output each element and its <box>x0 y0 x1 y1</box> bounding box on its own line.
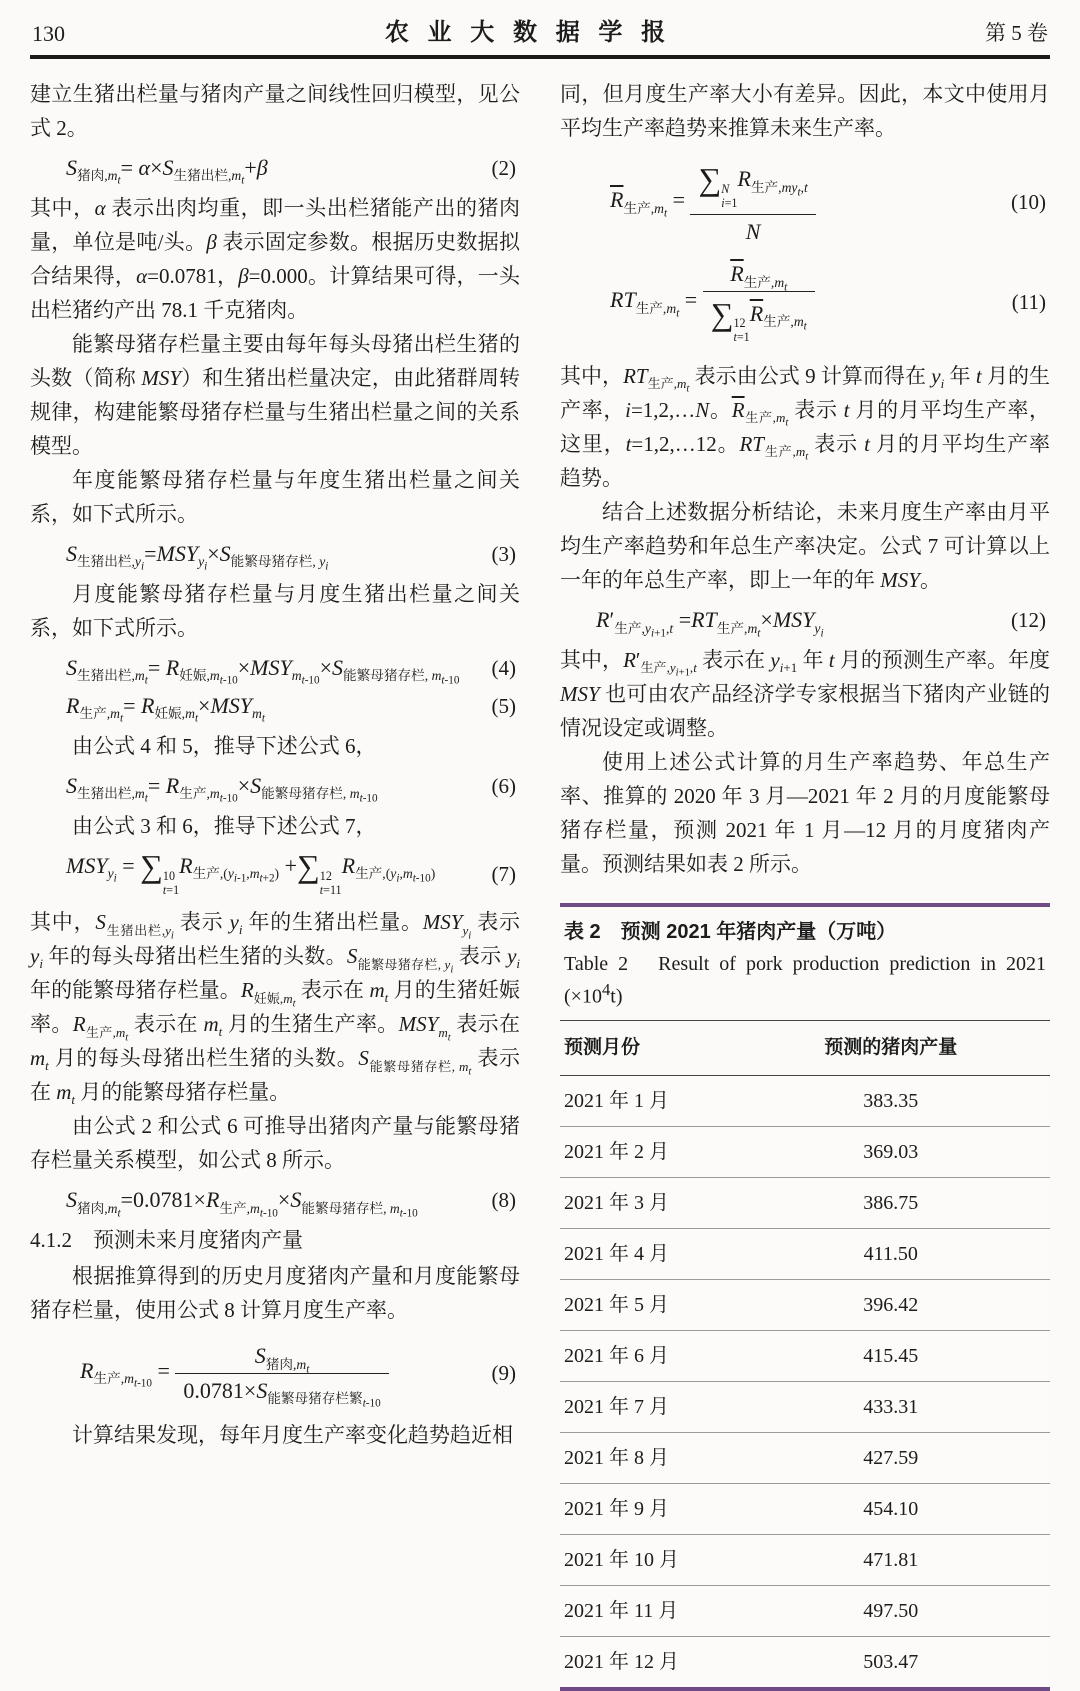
formula-6-body: $S_{生猪出栏,m_t}= R_{生产,m_{t-10}}\times S_{能繁母猪存栏, m_{t-10}}$ <box>66 773 378 806</box>
table-row <box>560 1432 1050 1483</box>
two-column-body <box>30 77 1050 1691</box>
formula-3-body: $S_{生猪出栏,y_i}=MSY_{y_i}\times S_{能繁母猪存栏, y_i}$ <box>66 541 329 574</box>
month-cell: 2021 年 8 月 <box>560 1432 732 1483</box>
value-cell: 415.45 <box>732 1330 1051 1381</box>
volume-label: 第 5 卷 <box>984 21 1048 45</box>
left-column <box>30 77 520 1691</box>
running-head <box>30 8 1050 59</box>
table-row <box>560 1636 1050 1687</box>
paragraph: 其中，α 表示出肉均重，即一头出栏猪能产出的猪肉量，单位是吨/头。β 表示固定参数。根据历史数据拟合结果得，α=0.0781，β=0.000。计算结果可得，一头出栏猪约产出 78.1 千克猪肉。 <box>30 196 521 322</box>
paragraph: 根据推算得到的历史月度猪肉产量和月度能繁母猪存栏量，使用公式 8 计算月度生产率。 <box>30 1264 520 1323</box>
month-cell: 2021 年 9 月 <box>560 1483 732 1534</box>
formula-8-body: $S_{猪肉,m_t}=0.0781\times R_{生产,m_{t-10}}\times S_{能繁母猪存栏, m_{t-10}}$ <box>66 1187 418 1220</box>
value-cell: 383.35 <box>732 1075 1051 1126</box>
value-cell: 396.42 <box>732 1279 1051 1330</box>
paragraph: 其中，$RT_{生产,m_t}$ 表示由公式 9 计算而得在 $y_i$ 年 t 月的生产率，i=1,2,…N。$\overline{R}_{生产,m_t}$ 表示 t 月的月平均生产率，这里，t=1,2,…12。$RT_{生产,m_t}$ 表示 t 月的月平均生产率趋势。 <box>560 364 1051 491</box>
paragraph: 结合上述数据分析结论，未来月度生产率由月平均生产率趋势和年总生产率决定。公式 7 可计算以上一年的年总生产率，即上一年的年 MSY。 <box>560 500 1050 593</box>
formula-2-body: $S_{猪肉,m_t}= \alpha\times S_{生猪出栏,m_t}+\beta$ <box>66 155 268 188</box>
paragraph: 同，但月度生产率大小有差异。因此，本文中使用月平均生产率趋势来推算未来生产率。 <box>560 82 1050 140</box>
table-row <box>560 1483 1050 1534</box>
month-cell: 2021 年 4 月 <box>560 1228 732 1279</box>
formula-12 <box>560 605 1050 640</box>
formula-10-body: $\overline{R}_{生产,m_t}$ = ∑ N i=1 $R_{生产,my_t,t}$ N <box>610 187 816 212</box>
formula-11-body: $RT_{生产,m_t}$ = $\overline{R}_{生产,m_t}$ ∑ 12 t=1 $\overline{R}_{生产,m_t}$ <box>610 287 815 312</box>
formula-9-number: (9) <box>491 1360 516 1385</box>
journal-title: 农业大数据学报 <box>384 19 684 46</box>
pork-prediction-table <box>560 1020 1050 1687</box>
formula-11 <box>560 259 1050 345</box>
value-cell: 369.03 <box>732 1126 1051 1177</box>
formula-12-body: $R'_{生产,y_{i+1},t} =RT_{生产,m_t}\times MSY_{y_i}$ <box>596 607 824 640</box>
paragraph: 月度能繁母猪存栏量与月度生猪出栏量之间关系，如下式所示。 <box>30 582 520 640</box>
month-cell: 2021 年 1 月 <box>560 1075 732 1126</box>
paragraph: 能繁母猪存栏量主要由每年每头母猪出栏生猪的头数（简称 MSY）和生猪出栏量决定，由此猪群周转规律，构建能繁母猪存栏量与生猪出栏量之间的关系模型。 <box>30 332 521 458</box>
formula-4-body: $S_{生猪出栏,m_t}= R_{妊娠,m_{t-10}}\times MSY_{m_{t-10}}\times S_{能繁母猪存栏, m_{t-10}}$ <box>66 655 460 688</box>
value-cell: 471.81 <box>732 1534 1051 1585</box>
formula-12-number: (12) <box>1011 608 1046 633</box>
paragraph: 建立生猪出栏量与猪肉产量之间线性回归模型，见公式 2。 <box>30 82 520 140</box>
value-cell: 386.75 <box>732 1177 1051 1228</box>
column-header-month: 预测月份 <box>560 1020 732 1075</box>
table-row <box>560 1381 1050 1432</box>
value-cell: 433.31 <box>732 1381 1051 1432</box>
table-row <box>560 1228 1050 1279</box>
month-cell: 2021 年 10 月 <box>560 1534 732 1585</box>
formula-8-number: (8) <box>491 1188 516 1213</box>
value-cell: 497.50 <box>732 1585 1051 1636</box>
section-heading-412: 4.1.2 预测未来月度猪肉产量 <box>30 1228 303 1253</box>
formula-3-number: (3) <box>491 542 516 566</box>
month-cell: 2021 年 7 月 <box>560 1381 732 1432</box>
formula-7 <box>30 848 520 897</box>
value-cell: 427.59 <box>732 1432 1051 1483</box>
paragraph: 由公式 3 和 6，推导下述公式 7， <box>72 814 377 838</box>
month-cell: 2021 年 5 月 <box>560 1279 732 1330</box>
month-cell: 2021 年 3 月 <box>560 1177 732 1228</box>
table-row <box>560 1585 1050 1636</box>
column-header-value: 预测的猪肉产量 <box>732 1020 1051 1075</box>
table-title-cn: 表 2 预测 2021 年猪肉产量（万吨） <box>564 921 897 944</box>
formula-5-body: $R_{生产,m_t}= R_{妊娠,m_t}\times MSY_{m_t}$ <box>66 693 265 726</box>
month-cell: 2021 年 12 月 <box>560 1636 732 1687</box>
table-row <box>560 1330 1050 1381</box>
formula-7-number: (7) <box>491 862 516 887</box>
formula-10-number: (10) <box>1011 190 1046 215</box>
paragraph: 其中，$S_{生猪出栏,y_i}$ 表示 $y_i$ 年的生猪出栏量。$MSY_{y_i}$ 表示 $y_i$ 年的每头母猪出栏生猪的头数。$S_{能繁母猪存栏, y_i}$ 表示 $y_i$ 年的能繁母猪存栏量。$R_{妊娠,m_t}$ 表示在 $m_t$ 月的生猪妊娠率。$R_{生产,m_t}$ 表示在 $m_t$ 月的生猪生产率。$MSY_{m_t}$ 表示在 $m_t$ 月的每头母猪出栏生猪的头数。$S_{能繁母猪存栏, m_t}$ 表示在 $m_t$ 月的能繁母猪存栏量。 <box>30 910 521 1108</box>
formula-5 <box>30 691 520 726</box>
month-cell: 2021 年 6 月 <box>560 1330 732 1381</box>
formula-6-number: (6) <box>491 774 516 798</box>
paragraph: 年度能繁母猪存栏量与年度生猪出栏量之间关系，如下式所示。 <box>30 468 520 526</box>
formula-2 <box>30 153 520 188</box>
formula-9 <box>30 1341 520 1411</box>
table-row <box>560 1177 1050 1228</box>
value-cell: 454.10 <box>732 1483 1051 1534</box>
paragraph: 其中，$R'_{生产,y_{i+1},t}$ 表示在 $y_{i+1}$ 年 t 月的预测生产率。年度 MSY 也可由农产品经济学专家根据当下猪肉产业链的情况设定或调整。 <box>560 648 1051 741</box>
table-title-en: Table 2 Result of pork production prediction in 2021 $(\times 10^4t)$ <box>564 953 1046 1008</box>
right-column <box>560 77 1050 1691</box>
formula-4-number: (4) <box>491 656 516 680</box>
table-row <box>560 1534 1050 1585</box>
formula-6 <box>30 771 520 806</box>
paragraph: 使用上述公式计算的月生产率趋势、年总生产率、推算的 2020 年 3 月—2021 年 2 月的月度能繁母猪存栏量，预测 2021 年 1 月—12 月的月度猪肉产量。预测结果如表 2 所示。 <box>560 750 1050 877</box>
page-number: 130 <box>32 21 65 46</box>
formula-10 <box>560 159 1050 245</box>
formula-5-number: (5) <box>491 694 516 718</box>
paragraph: 由公式 4 和 5，推导下述公式 6， <box>72 734 377 758</box>
formula-4 <box>30 653 520 688</box>
table-row <box>560 1279 1050 1330</box>
month-cell: 2021 年 2 月 <box>560 1126 732 1177</box>
formula-9-body: $R_{生产,m_{t-10}}$ = $\frac{S_{猪肉,m_t}}{0.0781\times S_{能繁母猪存栏繁_{t-10}}}$ <box>80 1358 389 1383</box>
value-cell: 503.47 <box>732 1636 1051 1687</box>
formula-7-body: $MSY_{y_i}$ = ∑ 10 t=1 $R_{生产,(y_{i-1},m_{t+2})}$ +∑ 12 t=11 $R_{生产,(y_i,m_{t-10})}$ <box>66 848 436 897</box>
value-cell: 411.50 <box>732 1228 1051 1279</box>
formula-3 <box>30 539 520 574</box>
table-header-row <box>560 1020 1050 1075</box>
formula-2-number: (2) <box>491 156 516 180</box>
table-row <box>560 1126 1050 1177</box>
month-cell: 2021 年 11 月 <box>560 1585 732 1636</box>
table-2-block <box>560 903 1050 1691</box>
formula-11-number: (11) <box>1011 290 1046 315</box>
paragraph: 计算结果发现，每年月度生产率变化趋势趋近相 <box>72 1423 513 1448</box>
table-row <box>560 1075 1050 1126</box>
paragraph: 由公式 2 和公式 6 可推导出猪肉产量与能繁母猪存栏量关系模型，如公式 8 所示。 <box>30 1114 520 1173</box>
formula-8 <box>30 1185 520 1220</box>
